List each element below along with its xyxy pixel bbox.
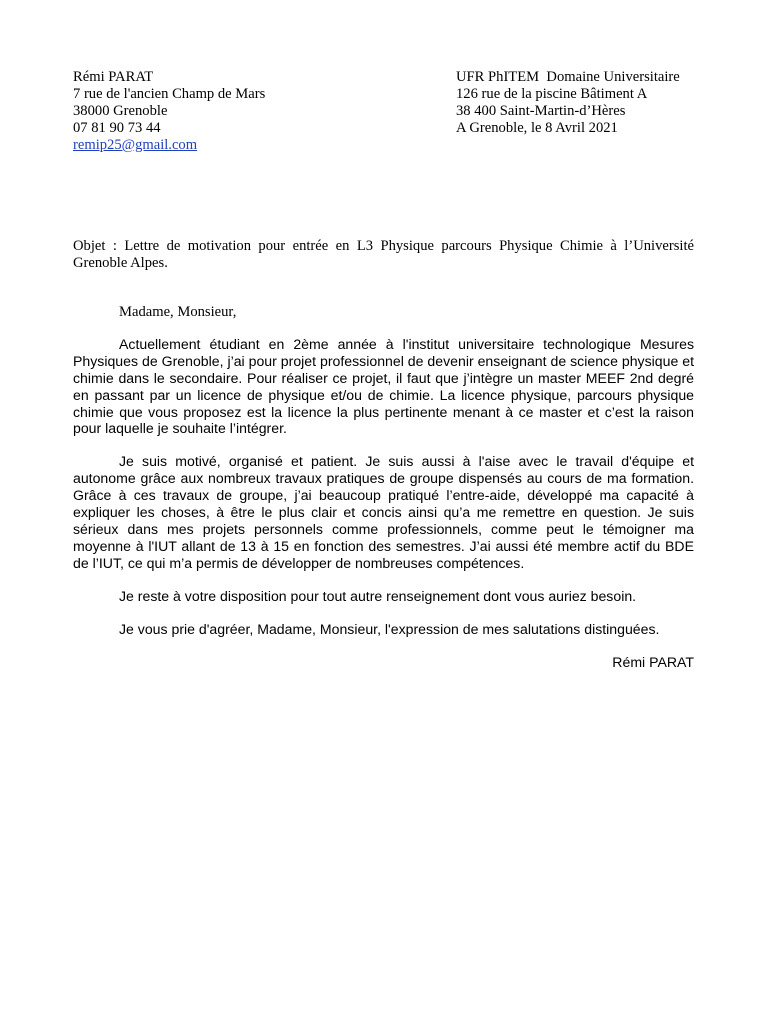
sender-email-link[interactable]: remip25@gmail.com <box>73 136 198 153</box>
sender-city: 38000 Grenoble <box>73 102 168 119</box>
signature: Rémi PARAT <box>612 653 694 670</box>
letter-subject: Objet : Lettre de motivation pour entrée en L3 Physique parcours Physique Chimie à l’Université Grenoble Alpes. <box>73 238 694 271</box>
paragraph-qualities: Je suis motivé, organisé et patient. Je suis aussi à l'aise avec le travail d'équipe et autonome grâce aux nombreux travaux pratiques de groupe dispensés au cours de ma formation. Grâce à ces travaux de groupe, j’ai beaucoup pratiqué l’entre-aide, développé ma capacité à expliquer les choses, à être le plus clair et concis ainsi qu’a me remettre en question. Je suis sérieux dans mes projets personnels comme professionnels, comme peut le témoigner ma moyenne à l'IUT allant de 13 à 15 en fonction des semestres. J’ai aussi été membre actif du BDE de l’IUT, ce qui m’a permis de développer de nombreuses compétences. <box>73 453 694 571</box>
letter-body <box>73 304 694 670</box>
paragraph-project: Actuellement étudiant en 2ème année à l'institut universitaire technologique Mesures Physiques de Grenoble, j’ai pour projet professionnel de devenir enseignant de science physique et chimie dans le secondaire. Pour réaliser ce projet, il faut que j’intègre un master MEEF 2nd degré en passant par un licence de physique et/ou de chimie. La licence physique, parcours physique chimie que vous proposez est la licence la plus pertinente menant à ce master et c’est la raison pour laquelle je souhaite l’intégrer. <box>73 335 694 437</box>
recipient-line-3: 38 400 Saint-Martin-d’Hères <box>456 102 626 119</box>
sender-phone: 07 81 90 73 44 <box>73 119 161 136</box>
sender-name: Rémi PARAT <box>73 69 154 85</box>
recipient-line-1: UFR PhITEM Domaine Universitaire <box>456 69 680 85</box>
sender-street: 7 rue de l'ancien Champ de Mars <box>73 85 266 102</box>
paragraph-closing: Je vous prie d'agréer, Madame, Monsieur, l'expression de mes salutations distinguées. <box>119 620 660 637</box>
recipient-address-block <box>456 69 756 137</box>
letter-date: A Grenoble, le 8 Avril 2021 <box>456 119 618 136</box>
recipient-line-2: 126 rue de la piscine Bâtiment A <box>456 85 648 102</box>
paragraph-availability: Je reste à votre disposition pour tout autre renseignement dont vous auriez besoin. <box>119 587 637 604</box>
sender-address-block <box>73 69 413 154</box>
salutation: Madame, Monsieur, <box>119 304 237 320</box>
